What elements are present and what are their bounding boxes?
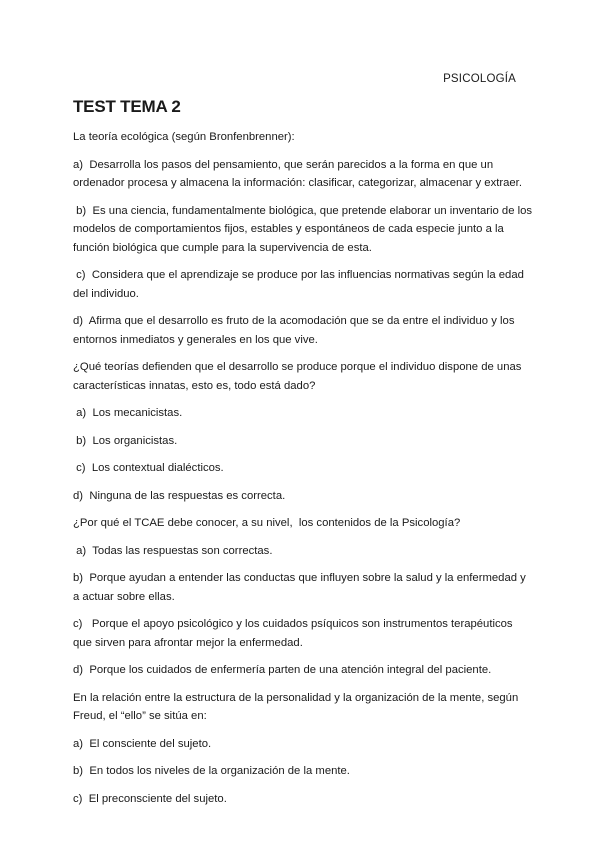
question-prompt: ¿Qué teorías defienden que el desarrollo se produce porque el individuo dispone de unas características innatas, esto es, todo está dado?: [73, 361, 525, 392]
answer-option: d) Porque los cuidados de enfermería parten de una atención integral del paciente.: [73, 664, 492, 676]
answer-option: c) El preconsciente del sujeto.: [73, 792, 227, 805]
answer-option: c) Porque el apoyo psicológico y los cuidados psíquicos son instrumentos terapéuticos que sirven para afrontar mejor la enfermedad.: [73, 618, 516, 649]
answer-option: d) Ninguna de las respuestas es correcta.: [73, 489, 286, 502]
test-content: [73, 128, 536, 817]
subject-header: PSICOLOGÍA: [443, 73, 516, 85]
page-title: TEST TEMA 2: [73, 97, 181, 116]
answer-option: a) Desarrolla los pasos del pensamiento, que serán parecidos a la forma en que un ordenador procesa y almacena la información: clasificar, categorizar, almacenar y extraer.: [73, 158, 522, 189]
answer-option: c) Los contextual dialécticos.: [73, 462, 224, 474]
question-prompt: La teoría ecológica (según Bronfenbrenner):: [73, 131, 295, 143]
answer-option: a) Los mecanicistas.: [73, 407, 183, 419]
answer-option: b) Porque ayudan a entender las conductas que influyen sobre la salud y la enfermedad y a actuar sobre ellas.: [73, 572, 529, 603]
question-prompt: ¿Por qué el TCAE debe conocer, a su nivel, los contenidos de la Psicología?: [73, 517, 461, 529]
answer-option: c) Considera que el aprendizaje se produce por las influencias normativas según la edad del individuo.: [73, 269, 528, 300]
answer-option: a) Todas las respuestas son correctas.: [73, 544, 273, 557]
answer-option: b) Los organicistas.: [73, 434, 178, 447]
answer-option: b) En todos los niveles de la organización de la mente.: [73, 765, 350, 777]
question-prompt: En la relación entre la estructura de la personalidad y la organización de la mente, según Freud, el “ello” se sitúa en:: [73, 691, 522, 722]
answer-option: d) Afirma que el desarrollo es fruto de la acomodación que se da entre el individuo y los entornos inmediatos y generales en los que vive.: [73, 315, 518, 346]
answer-option: a) El consciente del sujeto.: [73, 737, 212, 750]
answer-option: b) Es una ciencia, fundamentalmente biológica, que pretende elaborar un inventario de los modelos de comportamientos fijos, estables y espontáneos de cada especie junto a la función biológica que cumple para la supervivencia de esta.: [73, 204, 536, 254]
